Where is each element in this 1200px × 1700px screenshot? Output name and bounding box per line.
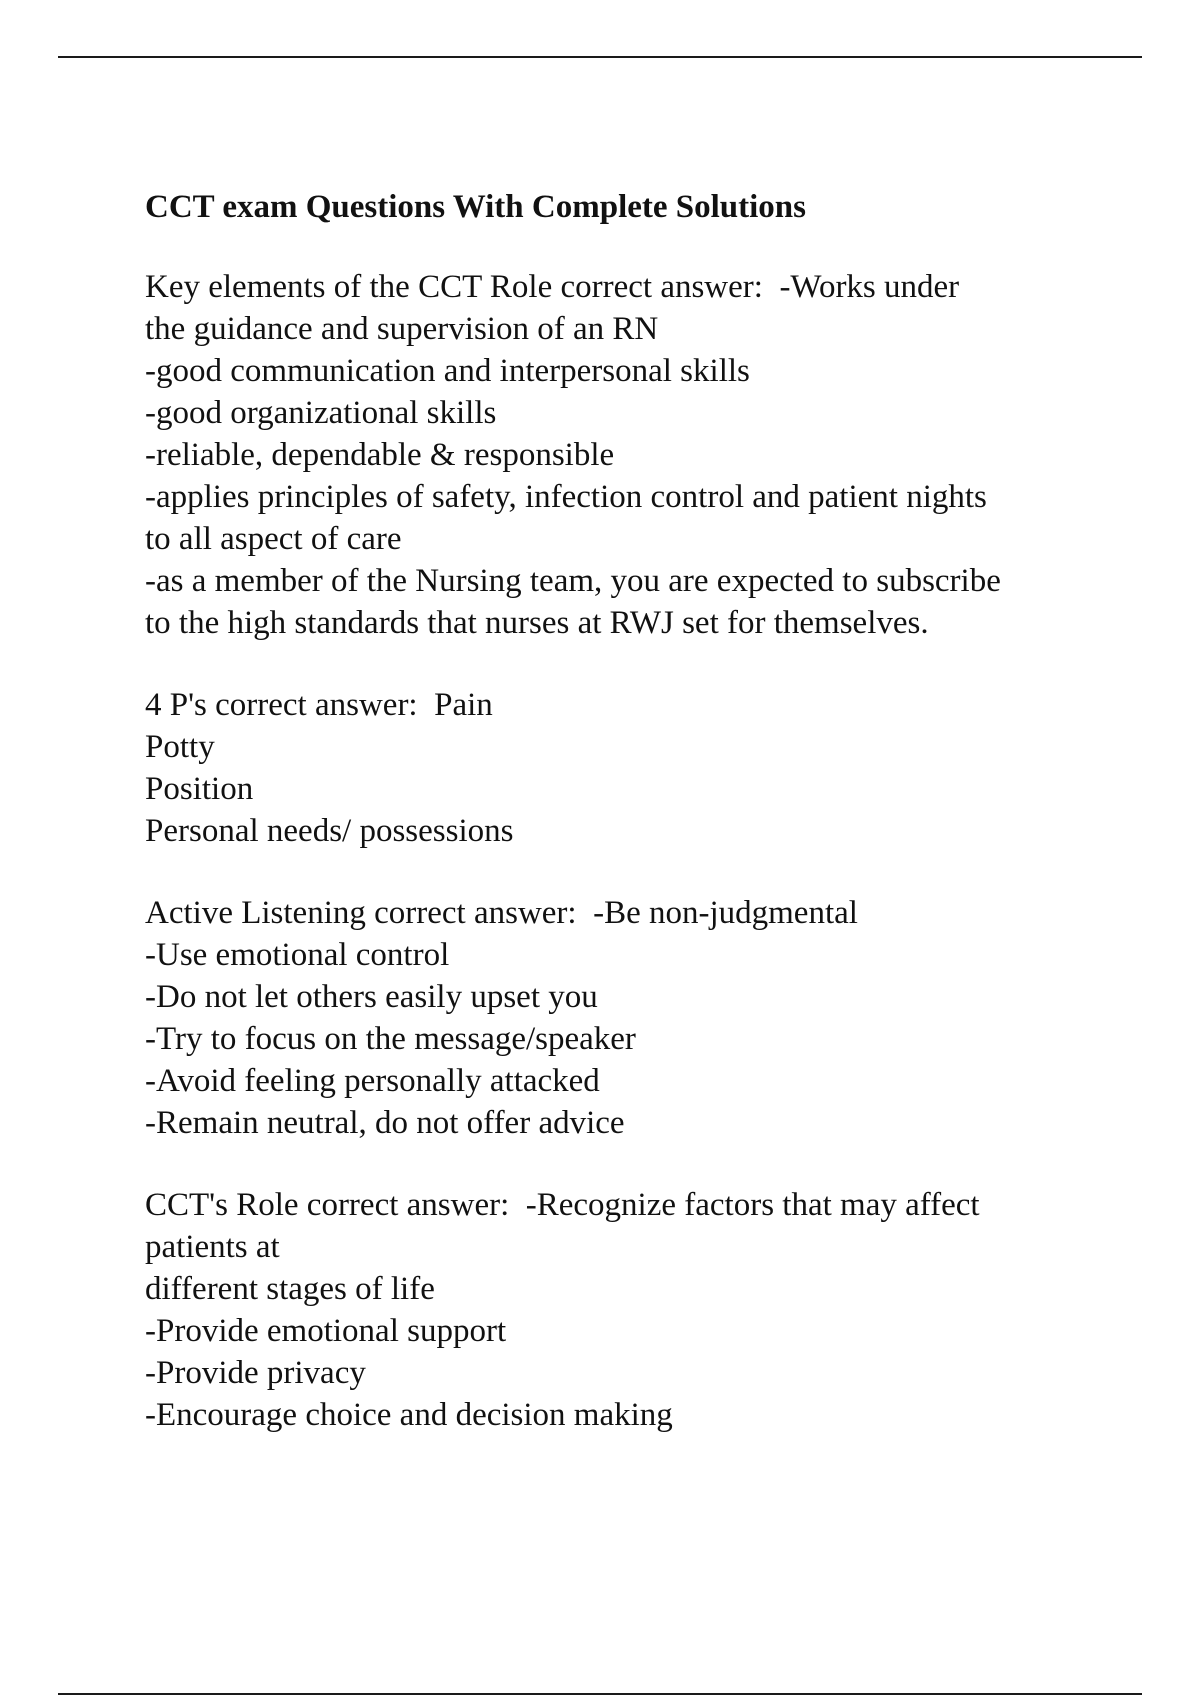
text-line: Potty — [145, 729, 215, 765]
text-line: Active Listening correct answer: -Be non-judgmental — [145, 895, 858, 931]
text-line: -Provide privacy — [145, 1355, 366, 1391]
text-line: to the high standards that nurses at RWJ set for themselves. — [145, 605, 929, 641]
text-line: Position — [145, 771, 254, 807]
text-line: -Provide emotional support — [145, 1313, 507, 1349]
text-line: -good organizational skills — [145, 395, 497, 431]
qa-section-key-elements — [145, 266, 1105, 644]
text-line: Key elements of the CCT Role correct answer: -Works under — [145, 269, 960, 305]
qa-section-active-listening — [145, 892, 1105, 1144]
text-line: to all aspect of care — [145, 521, 402, 557]
top-divider — [58, 56, 1142, 58]
text-line: -Use emotional control — [145, 937, 450, 973]
document-title: CCT exam Questions With Complete Solutions — [145, 189, 806, 225]
qa-section-4ps — [145, 684, 1105, 852]
text-line: -Do not let others easily upset you — [145, 979, 598, 1015]
document-body — [145, 186, 1105, 1476]
qa-section-cct-role — [145, 1184, 1105, 1436]
text-line: the guidance and supervision of an RN — [145, 311, 659, 347]
text-line: CCT's Role correct answer: -Recognize factors that may affect — [145, 1187, 980, 1223]
bottom-divider — [58, 1693, 1142, 1695]
text-line: -as a member of the Nursing team, you are expected to subscribe — [145, 563, 1001, 599]
text-line: patients at — [145, 1229, 280, 1265]
text-line: -reliable, dependable & responsible — [145, 437, 615, 473]
text-line: Personal needs/ possessions — [145, 813, 514, 849]
text-line: 4 P's correct answer: Pain — [145, 687, 493, 723]
text-line: -good communication and interpersonal skills — [145, 353, 750, 389]
text-line: -applies principles of safety, infection control and patient nights — [145, 479, 987, 515]
text-line: -Remain neutral, do not offer advice — [145, 1105, 625, 1141]
text-line: -Try to focus on the message/speaker — [145, 1021, 636, 1057]
text-line: -Avoid feeling personally attacked — [145, 1063, 600, 1099]
text-line: -Encourage choice and decision making — [145, 1397, 673, 1433]
text-line: different stages of life — [145, 1271, 435, 1307]
